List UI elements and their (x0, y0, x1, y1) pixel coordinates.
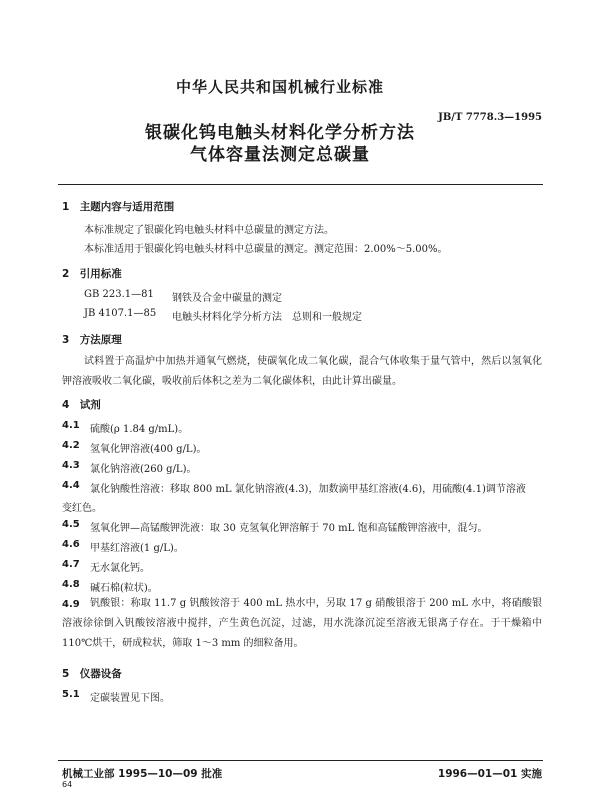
item-number: 4.1 (62, 420, 80, 431)
item-text: 甲基红溶液(1 g/L)。 (90, 543, 184, 554)
document-title-line1: 银碳化钨电触头材料化学分析方法 (145, 123, 415, 143)
item-4-9-text: 钒酸银：称取 11.7 g 钒酸铵溶于 400 mL 热水中，另取 17 g 硝酸银溶于 200 mL 水中，将硝酸银溶液徐徐倒入钒酸铵溶液中搅拌，产生黄色沉淀，过滤，用水洗涤沉淀至溶液无银离子存在。于干燥箱中 110℃烘干，研成粒状，筛取 1～3 mm 的细粒备用。 (62, 598, 542, 649)
header-divider (58, 184, 543, 185)
item-text: 硫酸(ρ 1.84 g/mL)。 (90, 424, 189, 435)
item-number: 4.4 (62, 480, 80, 491)
section-3-heading: 3 方法原理 (62, 334, 122, 346)
item-text: 氢氧化钾—高锰酸钾洗液：取 30 克氢氧化钾溶解于 70 mL 饱和高锰酸钾溶液中，混匀。 (90, 523, 488, 534)
section-1-heading: 1 主题内容与适用范围 (62, 201, 175, 213)
item-text: 无水氯化钙。 (90, 563, 150, 574)
ref-title: 电触头材料化学分析方法 总则和一般规定 (172, 312, 362, 323)
item-number: 4.5 (62, 519, 80, 530)
section-3-paragraph: 试料置于高温炉中加热并通氧气燃烧，使碳氧化成二氧化碳，混合气体收集于量气管中，然后以氢氧化钾溶液吸收二氧化碳，吸收前后体积之差为二氧化碳体积，由此计算出碳量。 (62, 356, 542, 387)
page-number: 64 (62, 780, 73, 789)
item-text: 氯化钠酸性溶液：移取 800 mL 氯化钠溶液(4.3)，加数滴甲基红溶液(4.6)，用硫酸(4.1)调节溶液 (90, 484, 526, 495)
section-2-heading: 2 引用标准 (62, 268, 122, 280)
item-number: 4.3 (62, 460, 80, 471)
section-1-para-2: 本标准适用于银碳化钨电触头材料中总碳量的测定。测定范围：2.00%～5.00%。 (84, 244, 448, 255)
item-number: 4.7 (62, 559, 80, 570)
item-number: 4.9 (62, 599, 80, 610)
section-5-heading: 5 仪器设备 (62, 668, 122, 680)
item-number: 4.8 (62, 579, 80, 590)
standard-code: JB/T 7778.3—1995 (438, 112, 542, 123)
item-text: 定碳装置见下图。 (90, 693, 170, 704)
item-text-continuation: 变红色。 (62, 503, 102, 514)
section-4-heading: 4 试剂 (62, 399, 101, 411)
item-text: 氢氧化钾溶液(400 g/L)。 (90, 444, 207, 455)
effective-date: 1996—01—01 实施 (437, 768, 542, 780)
section-1-para-1: 本标准规定了银碳化钨电触头材料中总碳量的测定方法。 (84, 225, 334, 236)
item-number: 4.6 (62, 539, 80, 550)
ref-code: GB 223.1—81 (84, 289, 154, 300)
ref-title: 钢铁及合金中碳量的测定 (172, 293, 282, 304)
approval-date: 机械工业部 1995—10—09 批准 (62, 768, 223, 780)
item-number: 4.2 (62, 440, 80, 451)
document-title-line2: 气体容量法测定总碳量 (190, 145, 370, 165)
item-number: 5.1 (62, 689, 80, 700)
issuing-organization: 中华人民共和国机械行业标准 (175, 78, 384, 96)
item-text: 碱石棉(粒状)。 (90, 583, 158, 594)
item-text: 氯化钠溶液(260 g/L)。 (90, 464, 197, 475)
ref-code: JB 4107.1—85 (84, 308, 157, 319)
footer-divider (58, 760, 543, 761)
